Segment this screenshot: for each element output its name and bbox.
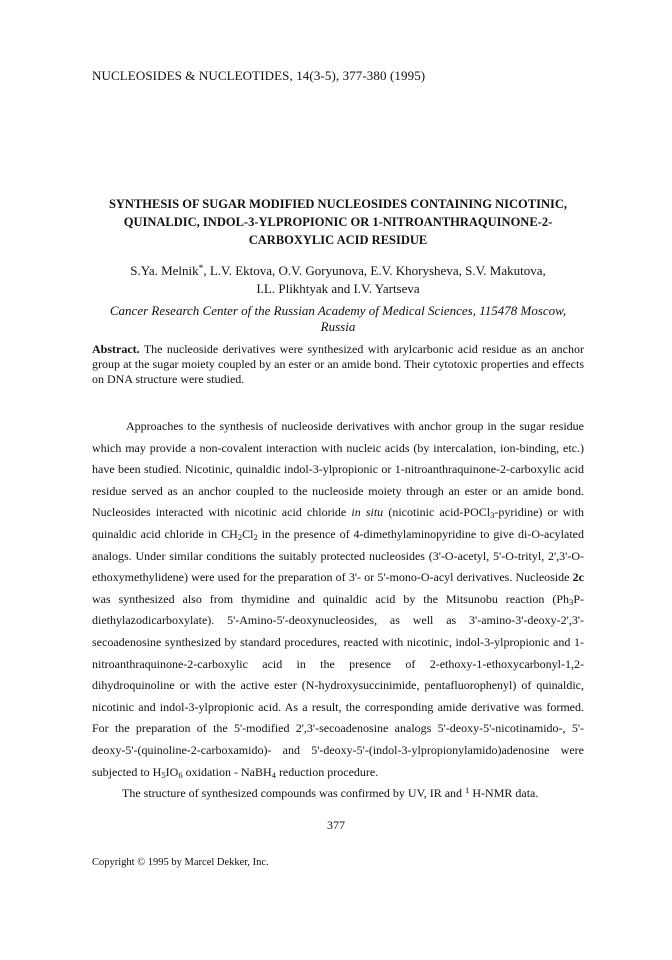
page-number: 377 — [327, 818, 345, 832]
affiliation: Cancer Research Center of the Russian Academy of Medical Sciences, 115478 Moscow, Russia — [109, 303, 567, 334]
author-line: I.L. Plikhtyak and I.V. Yartseva — [256, 281, 420, 296]
text-run: The structure of synthesized compounds was confirmed by UV, IR and — [122, 786, 466, 801]
author-names: , L.V. Ektova, O.V. Goryunova, E.V. Khorysheva, S.V. Makutova, — [203, 263, 546, 278]
text-run: IO — [165, 764, 179, 779]
abstract — [92, 342, 584, 387]
abstract-label: Abstract. — [92, 342, 140, 356]
article-title — [92, 195, 584, 249]
text-run: oxidation - NaBH — [182, 764, 272, 779]
running-header: NUCLEOSIDES & NUCLEOTIDES, 14(3-5), 377-380 (1995) — [92, 68, 426, 83]
subscript: 2 — [253, 532, 258, 543]
text-run: was synthesized also from thymidine and quinaldic acid by the Mitsunobu reaction (Ph — [92, 591, 570, 606]
subscript: 6 — [178, 769, 183, 780]
title-line: CARBOXYLIC ACID RESIDUE — [248, 233, 428, 247]
author-line — [92, 262, 584, 280]
text-run: H-NMR data. — [469, 786, 539, 801]
text-run: (nicotinic acid-POCl — [383, 505, 491, 520]
first-author: S.Ya. Melnik — [130, 263, 199, 278]
subscript: 4 — [271, 769, 276, 780]
subscript: 3 — [569, 596, 574, 607]
text-run: Cl — [242, 526, 254, 541]
subscript: 2 — [237, 532, 243, 543]
text-run: Approaches to the synthesis of nucleoside derivatives with anchor group in the sugar residue which may provide a non-covalent interaction with nucleic acids (by intercalation, ion-binding, etc.) have been studied. Nicotinic, quinaldic indol-3-ylpropionic or 1-nitroanthraquinone-2-carboxylic acid residue served as an anchor coupled to the nucleoside moiety through an ester or an amide bond. Nucleosides interacted with nicotinic acid chloride — [92, 419, 584, 520]
text-run: P-diethylazodicarboxylate). 5'-Amino-5'-deoxynucleosides, as well as 3'-amino-3'-deoxy-2',3'-secoadenosine synthesized by standard procedures, reacted with nicotinic, indol-3-ylpropionic and 1-nitroanthraquinone-2-carboxylic acid in the presence of 2-ethoxy-1-ethoxycarbonyl-1,2-dihydroquinoline or with the active ester (N-hydroxysuccinimide, pentafluorophenyl) of quinaldic, nicotinic and indol-3-ylpropionic acid. As a result, the corresponding amide derivative was formed. For the preparation of the 5'-modified 2',3'-secoadenosine analogs 5'-deoxy-5'-nicotinamido-, 5'-deoxy-5'-(quinoline-2-carboxamido)- and 5'-deoxy-5'-(indol-3-ylpropionylamido)adenosine were subjected to H — [92, 591, 584, 779]
body-paragraph — [92, 416, 584, 783]
corresponding-author-mark: * — [198, 263, 204, 274]
italic-term: in situ — [351, 505, 384, 520]
abstract-text: The nucleoside derivatives were synthesized with arylcarbonic acid residue as an anchor group at the sugar moiety coupled by an ester or an amide bond. Their cytotoxic properties and effects on DNA structure were studied. — [92, 342, 584, 386]
superscript: 1 — [465, 785, 470, 796]
title-line: QUINALDIC, INDOL-3-YLPROPIONIC OR 1-NITROANTHRAQUINONE-2- — [123, 215, 553, 229]
text-run: in the presence of 4-dimethylaminopyridine to give di-O-acylated analogs. Under similar conditions the suitably protected nucleosides (3'-O-acetyl, 5'-O-trityl, 2',3'-O-ethoxymethylidene) were used for the preparation of 3'- or 5'-mono-O-acyl derivatives. Nucleoside — [92, 526, 584, 585]
subscript: 5 — [161, 769, 166, 780]
body-text — [92, 416, 584, 805]
author-list — [92, 262, 584, 298]
compound-label: 2c — [572, 570, 584, 585]
subscript: 3 — [490, 510, 495, 521]
copyright-notice: Copyright © 1995 by Marcel Dekker, Inc. — [92, 857, 269, 868]
text-run: -pyridine) or with quinaldic acid chloride in CH — [92, 505, 584, 541]
body-paragraph — [92, 783, 584, 805]
title-line: SYNTHESIS OF SUGAR MODIFIED NUCLEOSIDES CONTAINING NICOTINIC, — [108, 197, 568, 211]
text-run: reduction procedure. — [275, 764, 379, 779]
